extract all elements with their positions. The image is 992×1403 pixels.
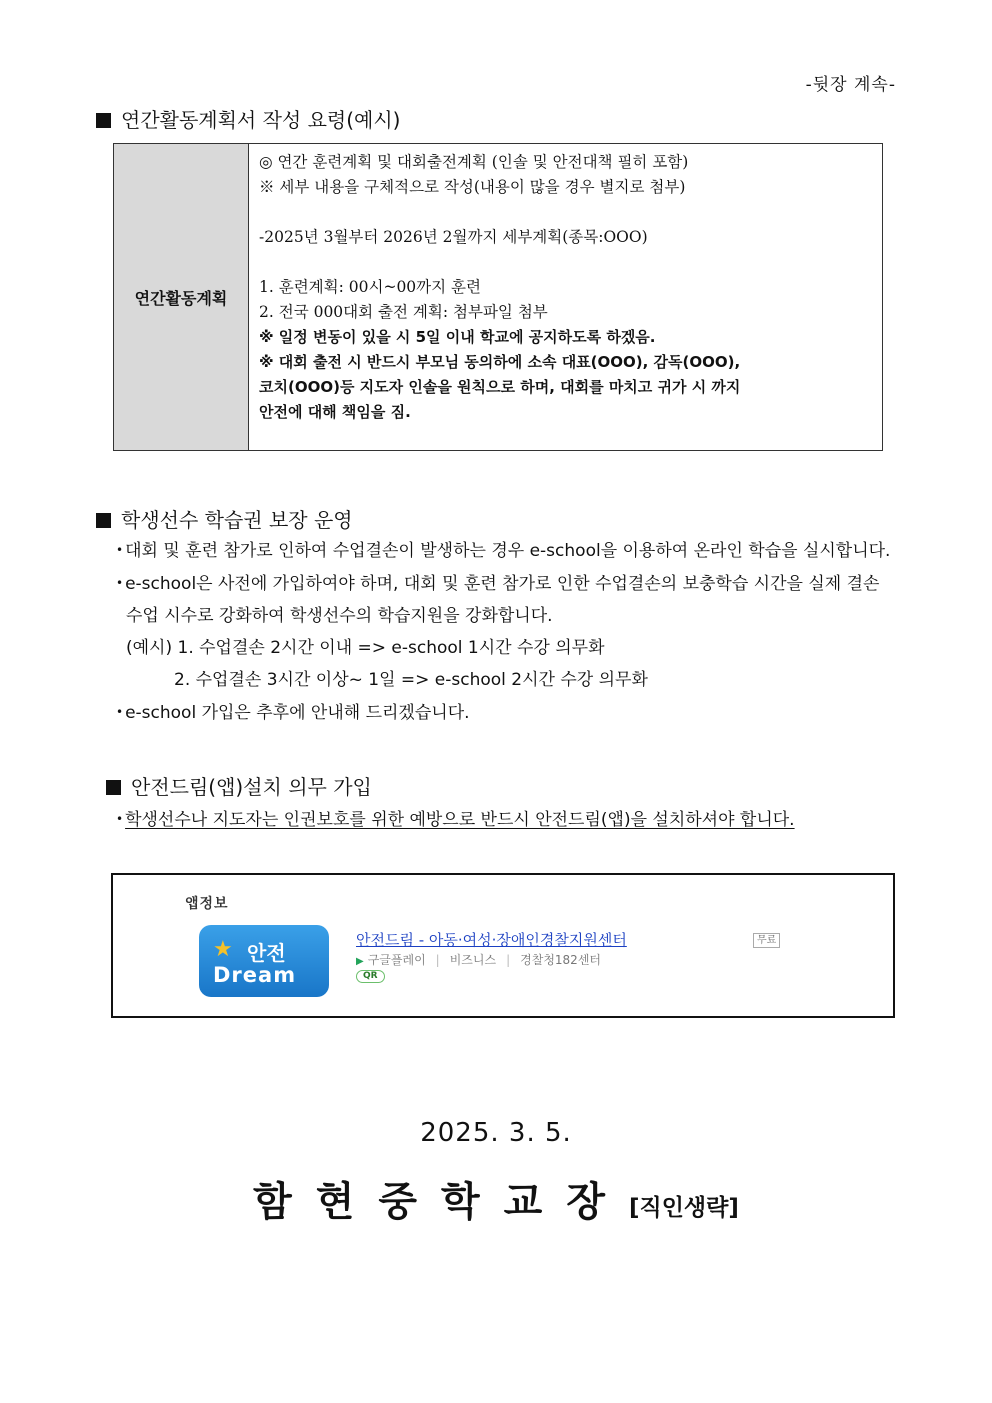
plan-line: 1. 훈련계획: 00시~00까지 훈련 xyxy=(259,278,481,296)
square-bullet-icon xyxy=(96,513,111,528)
plan-line: ◎ 연간 훈련계획 및 대회출전계획 (인솔 및 안전대책 필히 포함) xyxy=(259,153,689,171)
free-badge: 무료 xyxy=(753,933,780,948)
plan-bold-line: 안전에 대해 책임을 짐. xyxy=(259,403,411,421)
learning-rights-list xyxy=(116,534,906,729)
section-heading-app-install xyxy=(106,771,372,800)
google-play-icon: ▶ xyxy=(356,956,364,967)
list-item: • e-school은 사전에 가입하여야 하며, 대회 및 훈련 참가로 인한 수업결손의 보충학습 시간을 실제 결손 xyxy=(116,574,880,594)
section-title: 학생선수 학습권 보장 운영 xyxy=(121,508,353,532)
list-item: • e-school 가입은 추후에 안내해 드리겠습니다. xyxy=(116,703,470,723)
app-info-label: 앱정보 xyxy=(185,896,229,912)
plan-line: 2. 전국 000대회 출전 계획: 첨부파일 첨부 xyxy=(259,303,548,321)
document-date: 2025. 3. 5. xyxy=(420,1118,572,1148)
signature-line xyxy=(0,1170,992,1227)
list-item: • 학생선수나 지도자는 인권보호를 위한 예방으로 반드시 안전드림(앱)을 설치하셔야 합니다. xyxy=(116,810,795,830)
square-bullet-icon xyxy=(106,780,121,795)
app-icon-text-top: 안전 xyxy=(247,941,286,965)
page-continued-note: -뒷장 계속- xyxy=(805,75,896,95)
app-info-card xyxy=(111,873,895,1018)
bullet-dot-icon: • xyxy=(116,705,124,719)
example-line: (예시) 1. 수업결손 2시간 이내 => e-school 1시간 수강 의무화 xyxy=(126,638,605,658)
section-title: 안전드림(앱)설치 의무 가입 xyxy=(131,775,372,799)
app-title-link[interactable]: 안전드림 - 아동·여성·장애인경찰지원센터 xyxy=(356,931,627,949)
table-label-cell: 연간활동계획 xyxy=(114,144,249,451)
plan-bold-line: 코치(OOO)등 지도자 인솔을 원칙으로 하며, 대회를 마치고 귀가 시 까지 xyxy=(259,378,741,396)
table-content-cell xyxy=(249,144,883,451)
example-line: 2. 수업결손 3시간 이상~ 1일 => e-school 2시간 수강 의무화 xyxy=(174,670,648,690)
square-bullet-icon xyxy=(96,113,111,128)
app-install-list xyxy=(116,803,795,836)
safe-dream-app-icon[interactable] xyxy=(199,925,329,997)
app-developer: 경찰청182센터 xyxy=(520,953,602,967)
seal-omitted-note: [직인생략] xyxy=(628,1195,739,1221)
plan-line: -2025년 3월부터 2026년 2월까지 세부계획(종목:OOO) xyxy=(259,228,648,246)
police-badge-icon: ★ xyxy=(213,937,233,962)
bullet-dot-icon: • xyxy=(116,812,124,826)
app-meta: ▶ 구글플레이 | 비즈니스 | 경찰청182센터 xyxy=(356,953,602,967)
section-heading-learning-rights xyxy=(96,504,353,533)
section-title: 연간활동계획서 작성 요령(예시) xyxy=(121,108,401,132)
app-store: 구글플레이 xyxy=(367,953,426,967)
annual-plan-table xyxy=(113,143,883,451)
list-item-continuation: 수업 시수로 강화하여 학생선수의 학습지원을 강화합니다. xyxy=(126,606,553,626)
plan-line: ※ 세부 내용을 구체적으로 작성(내용이 많을 경우 별지로 첨부) xyxy=(259,178,686,196)
list-item: • 대회 및 훈련 참가로 인하여 수업결손이 발생하는 경우 e-school을 이용하여 온라인 학습을 실시합니다. xyxy=(116,541,891,561)
school-principal-name: 함현중학교장 xyxy=(253,1179,629,1225)
bullet-dot-icon: • xyxy=(116,543,124,557)
bullet-dot-icon: • xyxy=(116,576,124,590)
qr-button[interactable]: QR xyxy=(356,970,385,983)
app-category: 비즈니스 xyxy=(449,953,497,967)
plan-bold-line: ※ 일정 변동이 있을 시 5일 이내 학교에 공지하도록 하겠음. xyxy=(259,328,656,346)
section-heading-annual-plan xyxy=(96,104,400,133)
app-icon-text-bottom: Dream xyxy=(213,963,297,987)
plan-bold-line: ※ 대회 출전 시 반드시 부모님 동의하에 소속 대표(OOO), 감독(OOO), xyxy=(259,353,741,371)
